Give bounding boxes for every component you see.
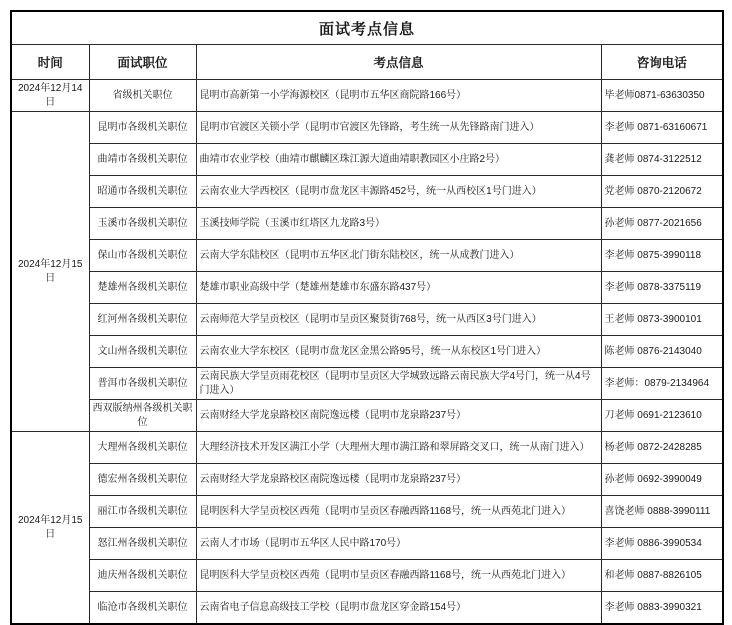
- site-cell: 昆明医科大学呈贡校区西苑（昆明市呈贡区春融西路1168号，统一从西苑北门进入）: [196, 496, 601, 528]
- table-row: [11, 336, 723, 368]
- phone-cell: 李老师 0886-3990534: [601, 528, 723, 560]
- column-header-time: 时间: [11, 45, 89, 80]
- phone-cell: 陈老师 0876-2143040: [601, 336, 723, 368]
- phone-cell: 李老师：0879-2134964: [601, 368, 723, 400]
- phone-cell: 李老师 0883-3990321: [601, 592, 723, 625]
- date-cell: 2024年12月15日: [11, 112, 89, 432]
- position-cell: 楚雄州各级机关职位: [89, 272, 196, 304]
- position-cell: 昆明市各级机关职位: [89, 112, 196, 144]
- site-cell: 昆明医科大学呈贡校区西苑（昆明市呈贡区春融西路1168号，统一从西苑北门进入）: [196, 560, 601, 592]
- position-cell: 省级机关职位: [89, 80, 196, 112]
- position-cell: 迪庆州各级机关职位: [89, 560, 196, 592]
- phone-cell: 杨老师 0872-2428285: [601, 432, 723, 464]
- site-cell: 大理经济技术开发区满江小学（大理州大理市满江路和翠屏路交叉口，统一从南门进入）: [196, 432, 601, 464]
- table-row: [11, 528, 723, 560]
- site-cell: 曲靖市农业学校（曲靖市麒麟区珠江源大道曲靖职教园区小庄路2号）: [196, 144, 601, 176]
- phone-cell: 毕老师0871-63630350: [601, 80, 723, 112]
- phone-cell: 和老师 0887-8826105: [601, 560, 723, 592]
- site-cell: 云南农业大学西校区（昆明市盘龙区丰源路452号，统一从西校区1号门进入）: [196, 176, 601, 208]
- position-cell: 西双版纳州各级机关职位: [89, 400, 196, 432]
- position-cell: 保山市各级机关职位: [89, 240, 196, 272]
- table-row: [11, 80, 723, 112]
- column-header-site: 考点信息: [196, 45, 601, 80]
- header-row: [11, 45, 723, 80]
- phone-cell: 王老师 0873-3900101: [601, 304, 723, 336]
- position-cell: 大理州各级机关职位: [89, 432, 196, 464]
- position-cell: 红河州各级机关职位: [89, 304, 196, 336]
- position-cell: 临沧市各级机关职位: [89, 592, 196, 625]
- phone-cell: 党老师 0870-2120672: [601, 176, 723, 208]
- position-cell: 丽江市各级机关职位: [89, 496, 196, 528]
- site-cell: 云南大学东陆校区（昆明市五华区北门街东陆校区，统一从成教门进入）: [196, 240, 601, 272]
- position-cell: 玉溪市各级机关职位: [89, 208, 196, 240]
- phone-cell: 李老师 0875-3990118: [601, 240, 723, 272]
- table-row: [11, 112, 723, 144]
- table-row: [11, 592, 723, 625]
- phone-cell: 刀老师 0691-2123610: [601, 400, 723, 432]
- phone-cell: 李老师 0871-63160671: [601, 112, 723, 144]
- table-title: 面试考点信息: [11, 11, 723, 45]
- table-row: [11, 560, 723, 592]
- position-cell: 德宏州各级机关职位: [89, 464, 196, 496]
- position-cell: 怒江州各级机关职位: [89, 528, 196, 560]
- site-cell: 昆明市高新第一小学海源校区（昆明市五华区商院路166号）: [196, 80, 601, 112]
- table-row: [11, 304, 723, 336]
- site-cell: 玉溪技师学院（玉溪市红塔区九龙路3号）: [196, 208, 601, 240]
- interview-site-table: [10, 10, 724, 625]
- phone-cell: 孙老师 0692-3990049: [601, 464, 723, 496]
- position-cell: 曲靖市各级机关职位: [89, 144, 196, 176]
- position-cell: 文山州各级机关职位: [89, 336, 196, 368]
- position-cell: 普洱市各级机关职位: [89, 368, 196, 400]
- table-row: [11, 464, 723, 496]
- site-cell: 云南民族大学呈贡雨花校区（昆明市呈贡区大学城致远路云南民族大学4号门，统一从4号门进入）: [196, 368, 601, 400]
- table-body: [11, 80, 723, 625]
- interview-site-table-container: [10, 10, 722, 625]
- site-cell: 云南师范大学呈贡校区（昆明市呈贡区聚贤街768号，统一从西区3号门进入）: [196, 304, 601, 336]
- phone-cell: 喜饶老师 0888-3990111: [601, 496, 723, 528]
- phone-cell: 李老师 0878-3375119: [601, 272, 723, 304]
- title-row: [11, 11, 723, 45]
- date-cell: 2024年12月14日: [11, 80, 89, 112]
- site-cell: 云南农业大学东校区（昆明市盘龙区金黑公路95号，统一从东校区1号门进入）: [196, 336, 601, 368]
- table-row: [11, 176, 723, 208]
- site-cell: 云南财经大学龙泉路校区南院逸远楼（昆明市龙泉路237号）: [196, 464, 601, 496]
- table-row: [11, 496, 723, 528]
- site-cell: 楚雄市职业高级中学（楚雄州楚雄市东盛东路437号）: [196, 272, 601, 304]
- site-cell: 云南省电子信息高级技工学校（昆明市盘龙区穿金路154号）: [196, 592, 601, 625]
- table-row: [11, 272, 723, 304]
- column-header-phone: 咨询电话: [601, 45, 723, 80]
- site-cell: 云南人才市场（昆明市五华区人民中路170号）: [196, 528, 601, 560]
- date-cell: 2024年12月15日: [11, 432, 89, 625]
- column-header-position: 面试职位: [89, 45, 196, 80]
- table-row: [11, 208, 723, 240]
- phone-cell: 龚老师 0874-3122512: [601, 144, 723, 176]
- site-cell: 云南财经大学龙泉路校区南院逸远楼（昆明市龙泉路237号）: [196, 400, 601, 432]
- table-row: [11, 144, 723, 176]
- table-row: [11, 432, 723, 464]
- table-row: [11, 400, 723, 432]
- site-cell: 昆明市官渡区关锁小学（昆明市官渡区先锋路，考生统一从先锋路南门进入）: [196, 112, 601, 144]
- table-row: [11, 368, 723, 400]
- table-row: [11, 240, 723, 272]
- phone-cell: 孙老师 0877-2021656: [601, 208, 723, 240]
- position-cell: 昭通市各级机关职位: [89, 176, 196, 208]
